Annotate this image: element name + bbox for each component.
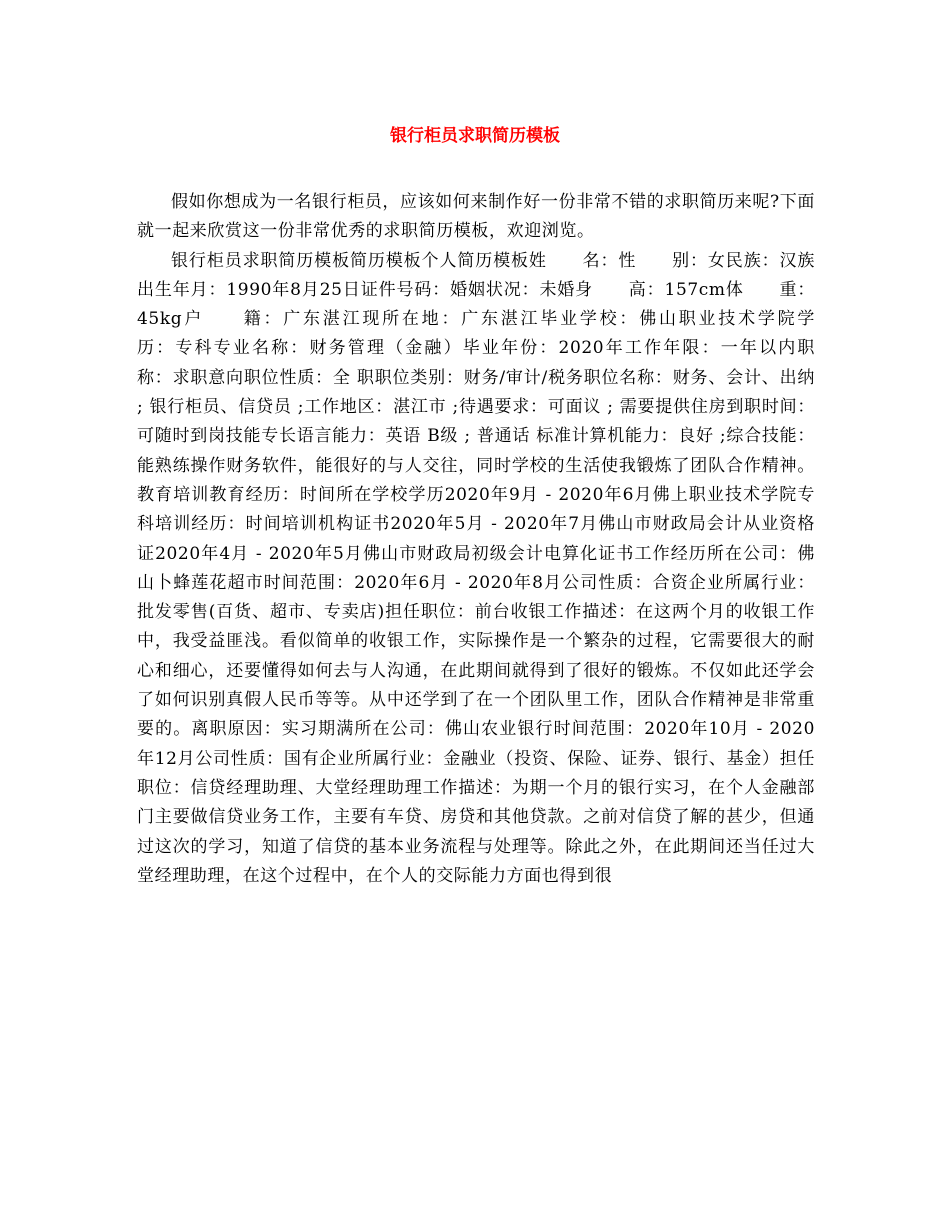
- resume-paragraph: 银行柜员求职简历模板简历模板个人简历模板姓 名：性 别：女民族：汉族出生年月：1990年8月25日证件号码：婚姻状况：未婚身 高：157cm体 重：45kg户 籍：广东湛江现所在地：广东湛江毕业学校：佛山职业技术学院学 历：专科专业名称：财务管理（金融）毕业年份：2020年工作年限：一年以内职 称：求职意向职位性质：全 职职位类别：财务/审计/税务职位名称：财务、会计、出纳 ; 银行柜员、信贷员 ;工作地区：湛江市 ;待遇要求：可面议 ; 需要提供住房到职时间：可随时到岗技能专长语言能力：英语 B级 ; 普通话 标准计算机能力：良好 ;综合技能：能熟练操作财务软件，能很好的与人交往，同时学校的生活使我锻炼了团队合作精神。教育培训教育经历：时间所在学校学历2020年9月 - 2020年6月佛上职业技术学院专科培训经历：时间培训机构证书2020年5月 - 2020年7月佛山市财政局会计从业资格证2020年4月 - 2020年5月佛山市财政局初级会计电算化证书工作经历所在公司：佛山卜蜂莲花超市时间范围：2020年6月 - 2020年8月公司性质：合资企业所属行业：批发零售(百货、超市、专卖店)担任职位：前台收银工作描述：在这两个月的收银工作中，我受益匪浅。看似简单的收银工作，实际操作是一个繁杂的过程，它需要很大的耐心和细心，还要懂得如何去与人沟通，在此期间就得到了很好的锻炼。不仅如此还学会了如何识别真假人民币等等。从中还学到了在一个团队里工作，团队合作精神是非常重要的。离职原因：实习期满所在公司：佛山农业银行时间范围：2020年10月 - 2020年12月公司性质：国有企业所属行业：金融业（投资、保险、证券、银行、基金）担任职位：信贷经理助理、大堂经理助理工作描述：为期一个月的银行实习，在个人金融部门主要做信贷业务工作，主要有车贷、房贷和其他贷款。之前对信贷了解的甚少，但通过这次的学习，知道了信贷的基本业务流程与处理等。除此之外，在此期间还当任过大堂经理助理，在这个过程中，在个人的交际能力方面也得到很: [137, 250, 851, 886]
- intro-paragraph: 假如你想成为一名银行柜员，应该如何来制作好一份非常不错的求职简历来呢?下面就一起来欣赏这一份非常优秀的求职简历模板，欢迎浏览。: [137, 192, 815, 242]
- document-body: [137, 188, 851, 891]
- document-title: 银行柜员求职简历模板: [390, 126, 560, 146]
